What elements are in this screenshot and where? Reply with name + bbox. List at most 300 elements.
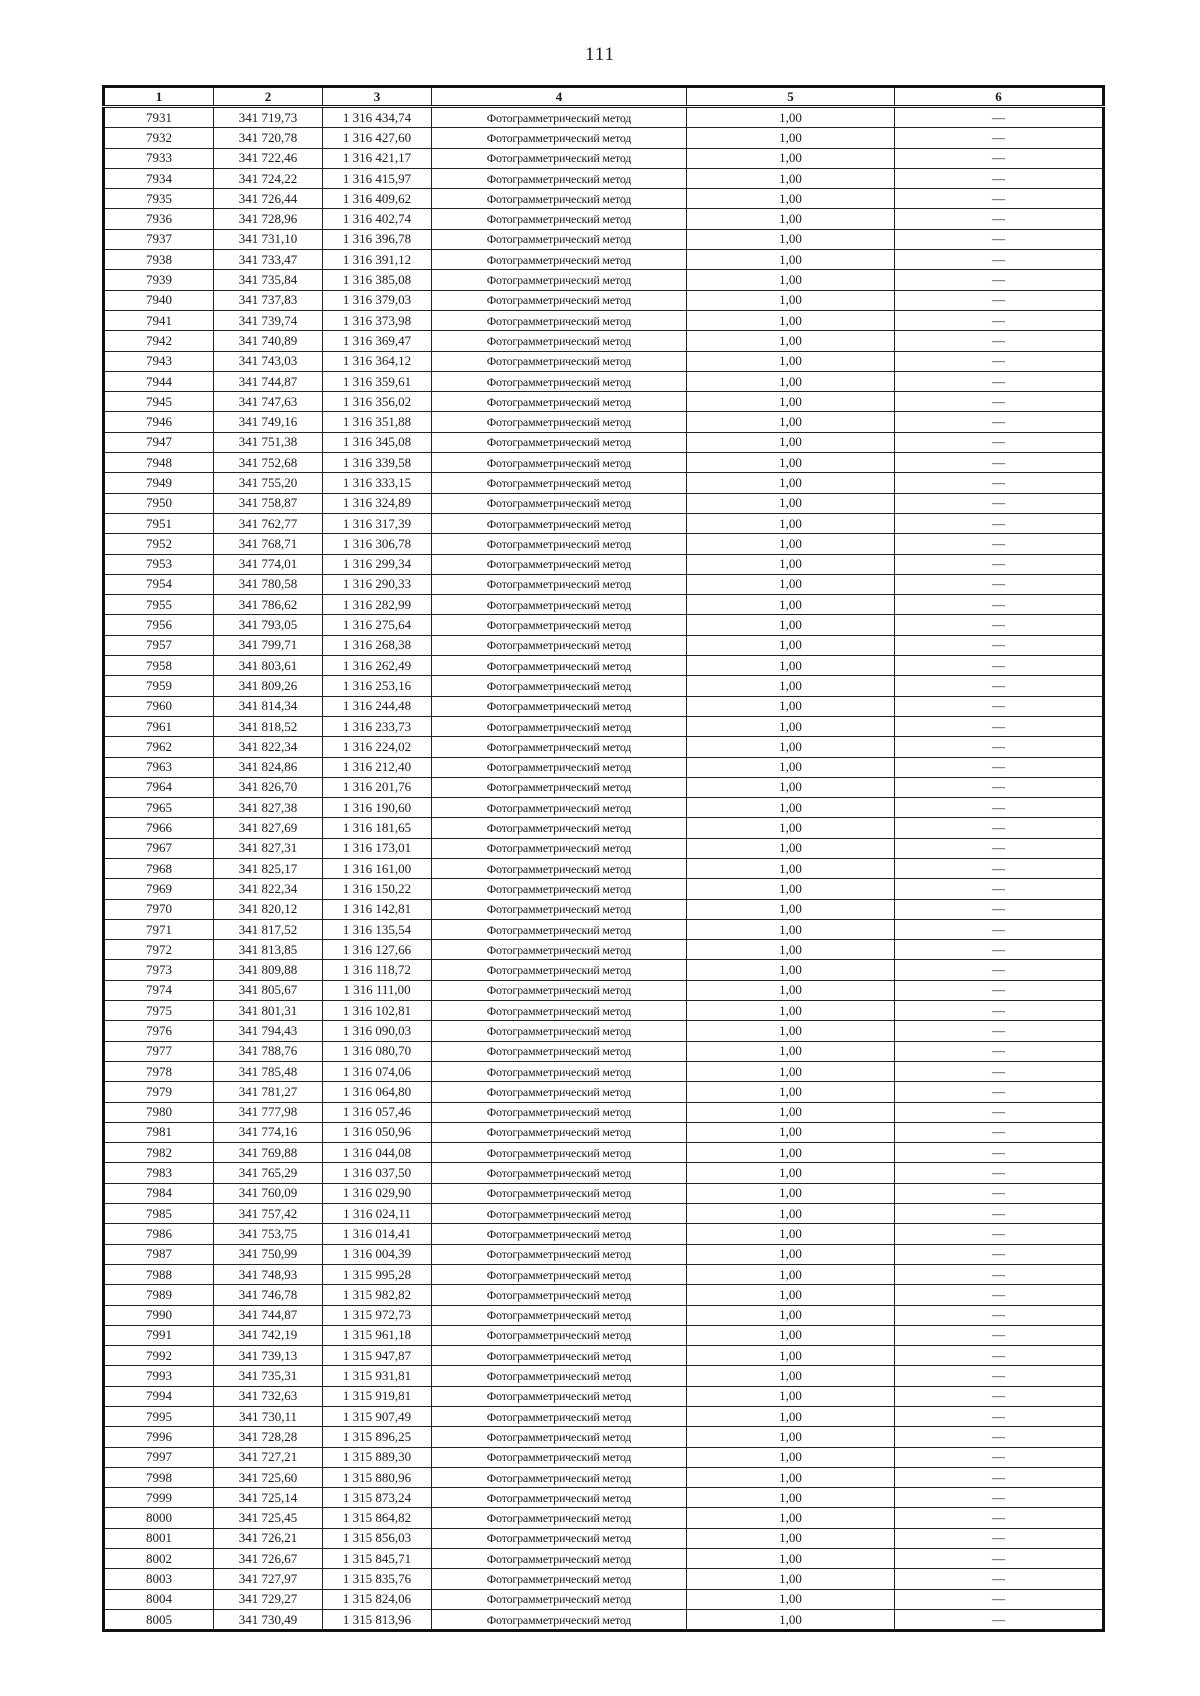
accuracy-cell: 1,00 [687,716,895,736]
x-coordinate-cell: 341 735,84 [214,270,323,290]
x-coordinate-cell: 341 813,85 [214,940,323,960]
method-cell: Фотограмметрический метод [432,940,687,960]
point-number-cell: 7934 [104,168,214,188]
table-row [104,554,1104,574]
accuracy-cell: 1,00 [687,209,895,229]
description-cell: — [895,1102,1104,1122]
x-coordinate-cell: 341 732,63 [214,1386,323,1406]
x-coordinate-cell: 341 735,31 [214,1366,323,1386]
description-cell: — [895,371,1104,391]
y-coordinate-cell: 1 316 150,22 [323,879,432,899]
point-number-cell: 7957 [104,635,214,655]
point-number-cell: 7980 [104,1102,214,1122]
y-coordinate-cell: 1 315 856,03 [323,1528,432,1548]
x-coordinate-cell: 341 824,86 [214,757,323,777]
table-row [104,858,1104,878]
table-row [104,189,1104,209]
y-coordinate-cell: 1 316 282,99 [323,595,432,615]
table-row [104,331,1104,351]
y-coordinate-cell: 1 315 864,82 [323,1508,432,1528]
method-cell: Фотограмметрический метод [432,1589,687,1609]
accuracy-cell: 1,00 [687,493,895,513]
point-number-cell: 7951 [104,513,214,533]
method-cell: Фотограмметрический метод [432,1122,687,1142]
x-coordinate-cell: 341 793,05 [214,615,323,635]
table-row [104,371,1104,391]
table-row [104,1528,1104,1548]
table-row [104,493,1104,513]
y-coordinate-cell: 1 316 290,33 [323,574,432,594]
method-cell: Фотограмметрический метод [432,919,687,939]
accuracy-cell: 1,00 [687,574,895,594]
y-coordinate-cell: 1 316 351,88 [323,412,432,432]
y-coordinate-cell: 1 316 385,08 [323,270,432,290]
point-number-cell: 7991 [104,1325,214,1345]
x-coordinate-cell: 341 751,38 [214,432,323,452]
table-row [104,1264,1104,1284]
description-cell: — [895,1447,1104,1467]
method-cell: Фотограмметрический метод [432,1183,687,1203]
x-coordinate-cell: 341 769,88 [214,1143,323,1163]
y-coordinate-cell: 1 316 262,49 [323,656,432,676]
point-number-cell: 7973 [104,960,214,980]
x-coordinate-cell: 341 777,98 [214,1102,323,1122]
accuracy-cell: 1,00 [687,1244,895,1264]
y-coordinate-cell: 1 316 004,39 [323,1244,432,1264]
point-number-cell: 7971 [104,919,214,939]
method-cell: Фотограмметрический метод [432,1467,687,1487]
description-cell: — [895,1122,1104,1142]
table-row [104,1549,1104,1569]
description-cell: — [895,1386,1104,1406]
accuracy-cell: 1,00 [687,919,895,939]
x-coordinate-cell: 341 749,16 [214,412,323,432]
x-coordinate-cell: 341 774,01 [214,554,323,574]
description-cell: — [895,899,1104,919]
method-cell: Фотограмметрический метод [432,453,687,473]
x-coordinate-cell: 341 765,29 [214,1163,323,1183]
description-cell: — [895,1366,1104,1386]
x-coordinate-cell: 341 725,45 [214,1508,323,1528]
method-cell: Фотограмметрический метод [432,595,687,615]
description-cell: — [895,209,1104,229]
y-coordinate-cell: 1 316 161,00 [323,858,432,878]
point-number-cell: 7949 [104,473,214,493]
table-row [104,1508,1104,1528]
x-coordinate-cell: 341 727,21 [214,1447,323,1467]
method-cell: Фотограмметрический метод [432,1447,687,1467]
accuracy-cell: 1,00 [687,1549,895,1569]
x-coordinate-cell: 341 740,89 [214,331,323,351]
point-number-cell: 7935 [104,189,214,209]
point-number-cell: 7998 [104,1467,214,1487]
table-row [104,1041,1104,1061]
point-number-cell: 7963 [104,757,214,777]
description-cell: — [895,696,1104,716]
accuracy-cell: 1,00 [687,1346,895,1366]
y-coordinate-cell: 1 316 064,80 [323,1082,432,1102]
y-coordinate-cell: 1 315 845,71 [323,1549,432,1569]
description-cell: — [895,250,1104,270]
y-coordinate-cell: 1 316 317,39 [323,513,432,533]
x-coordinate-cell: 341 748,93 [214,1264,323,1284]
description-cell: — [895,1041,1104,1061]
table-row [104,656,1104,676]
point-number-cell: 7931 [104,107,214,128]
table-row [104,1447,1104,1467]
description-cell: — [895,1508,1104,1528]
point-number-cell: 7965 [104,798,214,818]
method-cell: Фотограмметрический метод [432,1427,687,1447]
accuracy-cell: 1,00 [687,310,895,330]
method-cell: Фотограмметрический метод [432,1102,687,1122]
x-coordinate-cell: 341 822,34 [214,879,323,899]
table-row [104,1163,1104,1183]
method-cell: Фотограмметрический метод [432,879,687,899]
accuracy-cell: 1,00 [687,1488,895,1508]
description-cell: — [895,1183,1104,1203]
method-cell: Фотограмметрический метод [432,270,687,290]
accuracy-cell: 1,00 [687,838,895,858]
table-row [104,534,1104,554]
x-coordinate-cell: 341 822,34 [214,737,323,757]
method-cell: Фотограмметрический метод [432,1061,687,1081]
description-cell: — [895,595,1104,615]
point-number-cell: 7979 [104,1082,214,1102]
header-row [104,87,1104,107]
y-coordinate-cell: 1 315 982,82 [323,1285,432,1305]
method-cell: Фотограмметрический метод [432,960,687,980]
y-coordinate-cell: 1 316 111,00 [323,980,432,1000]
y-coordinate-cell: 1 316 244,48 [323,696,432,716]
method-cell: Фотограмметрический метод [432,432,687,452]
coordinates-table [102,85,1105,1632]
description-cell: — [895,1001,1104,1021]
method-cell: Фотограмметрический метод [432,493,687,513]
point-number-cell: 8004 [104,1589,214,1609]
y-coordinate-cell: 1 316 090,03 [323,1021,432,1041]
table-row [104,1366,1104,1386]
y-coordinate-cell: 1 316 373,98 [323,310,432,330]
point-number-cell: 7939 [104,270,214,290]
table-row [104,1102,1104,1122]
point-number-cell: 7952 [104,534,214,554]
accuracy-cell: 1,00 [687,960,895,980]
x-coordinate-cell: 341 801,31 [214,1001,323,1021]
method-cell: Фотограмметрический метод [432,1224,687,1244]
method-cell: Фотограмметрический метод [432,676,687,696]
point-number-cell: 7945 [104,392,214,412]
method-cell: Фотограмметрический метод [432,838,687,858]
description-cell: — [895,473,1104,493]
method-cell: Фотограмметрический метод [432,615,687,635]
y-coordinate-cell: 1 316 402,74 [323,209,432,229]
point-number-cell: 7984 [104,1183,214,1203]
method-cell: Фотограмметрический метод [432,107,687,128]
table-row [104,128,1104,148]
table-row [104,1488,1104,1508]
description-cell: — [895,1467,1104,1487]
method-cell: Фотограмметрический метод [432,310,687,330]
accuracy-cell: 1,00 [687,1021,895,1041]
table-header [104,87,1104,107]
accuracy-cell: 1,00 [687,107,895,128]
table-row [104,473,1104,493]
x-coordinate-cell: 341 825,17 [214,858,323,878]
y-coordinate-cell: 1 316 212,40 [323,757,432,777]
table-row [104,919,1104,939]
table-row [104,1021,1104,1041]
description-cell: — [895,879,1104,899]
method-cell: Фотограмметрический метод [432,1346,687,1366]
accuracy-cell: 1,00 [687,1528,895,1548]
accuracy-cell: 1,00 [687,615,895,635]
accuracy-cell: 1,00 [687,331,895,351]
method-cell: Фотограмметрический метод [432,534,687,554]
x-coordinate-cell: 341 785,48 [214,1061,323,1081]
description-cell: — [895,534,1104,554]
x-coordinate-cell: 341 758,87 [214,493,323,513]
description-cell: — [895,310,1104,330]
point-number-cell: 7986 [104,1224,214,1244]
x-coordinate-cell: 341 753,75 [214,1224,323,1244]
x-coordinate-cell: 341 728,96 [214,209,323,229]
accuracy-cell: 1,00 [687,1082,895,1102]
accuracy-cell: 1,00 [687,1569,895,1589]
y-coordinate-cell: 1 316 014,41 [323,1224,432,1244]
method-cell: Фотограмметрический метод [432,1264,687,1284]
method-cell: Фотограмметрический метод [432,513,687,533]
table-row [104,1346,1104,1366]
y-coordinate-cell: 1 316 173,01 [323,838,432,858]
x-coordinate-cell: 341 768,71 [214,534,323,554]
method-cell: Фотограмметрический метод [432,1407,687,1427]
accuracy-cell: 1,00 [687,371,895,391]
method-cell: Фотограмметрический метод [432,554,687,574]
point-number-cell: 7970 [104,899,214,919]
method-cell: Фотограмметрический метод [432,635,687,655]
accuracy-cell: 1,00 [687,1163,895,1183]
accuracy-cell: 1,00 [687,128,895,148]
description-cell: — [895,351,1104,371]
point-number-cell: 7948 [104,453,214,473]
method-cell: Фотограмметрический метод [432,331,687,351]
point-number-cell: 7941 [104,310,214,330]
method-cell: Фотограмметрический метод [432,290,687,310]
description-cell: — [895,818,1104,838]
accuracy-cell: 1,00 [687,473,895,493]
x-coordinate-cell: 341 799,71 [214,635,323,655]
point-number-cell: 7944 [104,371,214,391]
point-number-cell: 7987 [104,1244,214,1264]
y-coordinate-cell: 1 316 127,66 [323,940,432,960]
accuracy-cell: 1,00 [687,656,895,676]
description-cell: — [895,1264,1104,1284]
method-cell: Фотограмметрический метод [432,1204,687,1224]
method-cell: Фотограмметрический метод [432,392,687,412]
table-row [104,1305,1104,1325]
point-number-cell: 7969 [104,879,214,899]
table-body [104,107,1104,1631]
accuracy-cell: 1,00 [687,940,895,960]
description-cell: — [895,1285,1104,1305]
accuracy-cell: 1,00 [687,1609,895,1630]
table-row [104,107,1104,128]
method-cell: Фотограмметрический метод [432,351,687,371]
table-row [104,1082,1104,1102]
description-cell: — [895,290,1104,310]
point-number-cell: 7993 [104,1366,214,1386]
method-cell: Фотограмметрический метод [432,716,687,736]
y-coordinate-cell: 1 316 080,70 [323,1041,432,1061]
point-number-cell: 7972 [104,940,214,960]
method-cell: Фотограмметрический метод [432,818,687,838]
point-number-cell: 7992 [104,1346,214,1366]
table-row [104,1589,1104,1609]
x-coordinate-cell: 341 805,67 [214,980,323,1000]
accuracy-cell: 1,00 [687,858,895,878]
method-cell: Фотограмметрический метод [432,412,687,432]
accuracy-cell: 1,00 [687,635,895,655]
y-coordinate-cell: 1 315 835,76 [323,1569,432,1589]
table-row [104,798,1104,818]
table-row [104,1386,1104,1406]
point-number-cell: 7964 [104,777,214,797]
method-cell: Фотограмметрический метод [432,128,687,148]
point-number-cell: 7978 [104,1061,214,1081]
x-coordinate-cell: 341 780,58 [214,574,323,594]
point-number-cell: 7968 [104,858,214,878]
method-cell: Фотограмметрический метод [432,798,687,818]
column-header-4: 4 [432,87,687,107]
table-row [104,757,1104,777]
x-coordinate-cell: 341 737,83 [214,290,323,310]
table-row [104,1001,1104,1021]
accuracy-cell: 1,00 [687,798,895,818]
point-number-cell: 7999 [104,1488,214,1508]
table-row [104,270,1104,290]
x-coordinate-cell: 341 739,74 [214,310,323,330]
x-coordinate-cell: 341 719,73 [214,107,323,128]
accuracy-cell: 1,00 [687,1467,895,1487]
accuracy-cell: 1,00 [687,412,895,432]
x-coordinate-cell: 341 726,44 [214,189,323,209]
x-coordinate-cell: 341 742,19 [214,1325,323,1345]
y-coordinate-cell: 1 316 037,50 [323,1163,432,1183]
x-coordinate-cell: 341 744,87 [214,1305,323,1325]
method-cell: Фотограмметрический метод [432,1285,687,1305]
x-coordinate-cell: 341 720,78 [214,128,323,148]
method-cell: Фотограмметрический метод [432,1528,687,1548]
table-row [104,818,1104,838]
description-cell: — [895,432,1104,452]
x-coordinate-cell: 341 809,26 [214,676,323,696]
description-cell: — [895,1021,1104,1041]
table-row [104,513,1104,533]
description-cell: — [895,737,1104,757]
accuracy-cell: 1,00 [687,270,895,290]
y-coordinate-cell: 1 315 919,81 [323,1386,432,1406]
accuracy-cell: 1,00 [687,290,895,310]
method-cell: Фотограмметрический метод [432,1609,687,1630]
point-number-cell: 7988 [104,1264,214,1284]
accuracy-cell: 1,00 [687,1224,895,1244]
point-number-cell: 7959 [104,676,214,696]
accuracy-cell: 1,00 [687,392,895,412]
column-header-1: 1 [104,87,214,107]
method-cell: Фотограмметрический метод [432,980,687,1000]
accuracy-cell: 1,00 [687,148,895,168]
point-number-cell: 7995 [104,1407,214,1427]
table-row [104,1204,1104,1224]
table-row [104,432,1104,452]
y-coordinate-cell: 1 316 275,64 [323,615,432,635]
accuracy-cell: 1,00 [687,818,895,838]
description-cell: — [895,1589,1104,1609]
table-row [104,676,1104,696]
description-cell: — [895,838,1104,858]
column-header-3: 3 [323,87,432,107]
point-number-cell: 7932 [104,128,214,148]
table-row [104,1569,1104,1589]
description-cell: — [895,1143,1104,1163]
accuracy-cell: 1,00 [687,899,895,919]
y-coordinate-cell: 1 316 333,15 [323,473,432,493]
point-number-cell: 7962 [104,737,214,757]
point-number-cell: 7974 [104,980,214,1000]
method-cell: Фотограмметрический метод [432,1041,687,1061]
description-cell: — [895,412,1104,432]
y-coordinate-cell: 1 315 961,18 [323,1325,432,1345]
point-number-cell: 7985 [104,1204,214,1224]
x-coordinate-cell: 341 794,43 [214,1021,323,1041]
method-cell: Фотограмметрический метод [432,1244,687,1264]
point-number-cell: 8003 [104,1569,214,1589]
x-coordinate-cell: 341 744,87 [214,371,323,391]
accuracy-cell: 1,00 [687,696,895,716]
y-coordinate-cell: 1 316 369,47 [323,331,432,351]
description-cell: — [895,513,1104,533]
y-coordinate-cell: 1 316 102,81 [323,1001,432,1021]
description-cell: — [895,940,1104,960]
point-number-cell: 7954 [104,574,214,594]
x-coordinate-cell: 341 827,69 [214,818,323,838]
column-header-6: 6 [895,87,1104,107]
description-cell: — [895,1427,1104,1447]
method-cell: Фотограмметрический метод [432,229,687,249]
y-coordinate-cell: 1 315 889,30 [323,1447,432,1467]
y-coordinate-cell: 1 316 253,16 [323,676,432,696]
x-coordinate-cell: 341 725,14 [214,1488,323,1508]
table-row [104,960,1104,980]
method-cell: Фотограмметрический метод [432,899,687,919]
description-cell: — [895,128,1104,148]
x-coordinate-cell: 341 817,52 [214,919,323,939]
description-cell: — [895,1407,1104,1427]
point-number-cell: 7996 [104,1427,214,1447]
method-cell: Фотограмметрический метод [432,1569,687,1589]
accuracy-cell: 1,00 [687,1447,895,1467]
y-coordinate-cell: 1 315 931,81 [323,1366,432,1386]
x-coordinate-cell: 341 827,38 [214,798,323,818]
method-cell: Фотограмметрический метод [432,1508,687,1528]
description-cell: — [895,1082,1104,1102]
accuracy-cell: 1,00 [687,980,895,1000]
table-row [104,716,1104,736]
y-coordinate-cell: 1 316 135,54 [323,919,432,939]
page-number: 111 [584,44,616,65]
point-number-cell: 7983 [104,1163,214,1183]
